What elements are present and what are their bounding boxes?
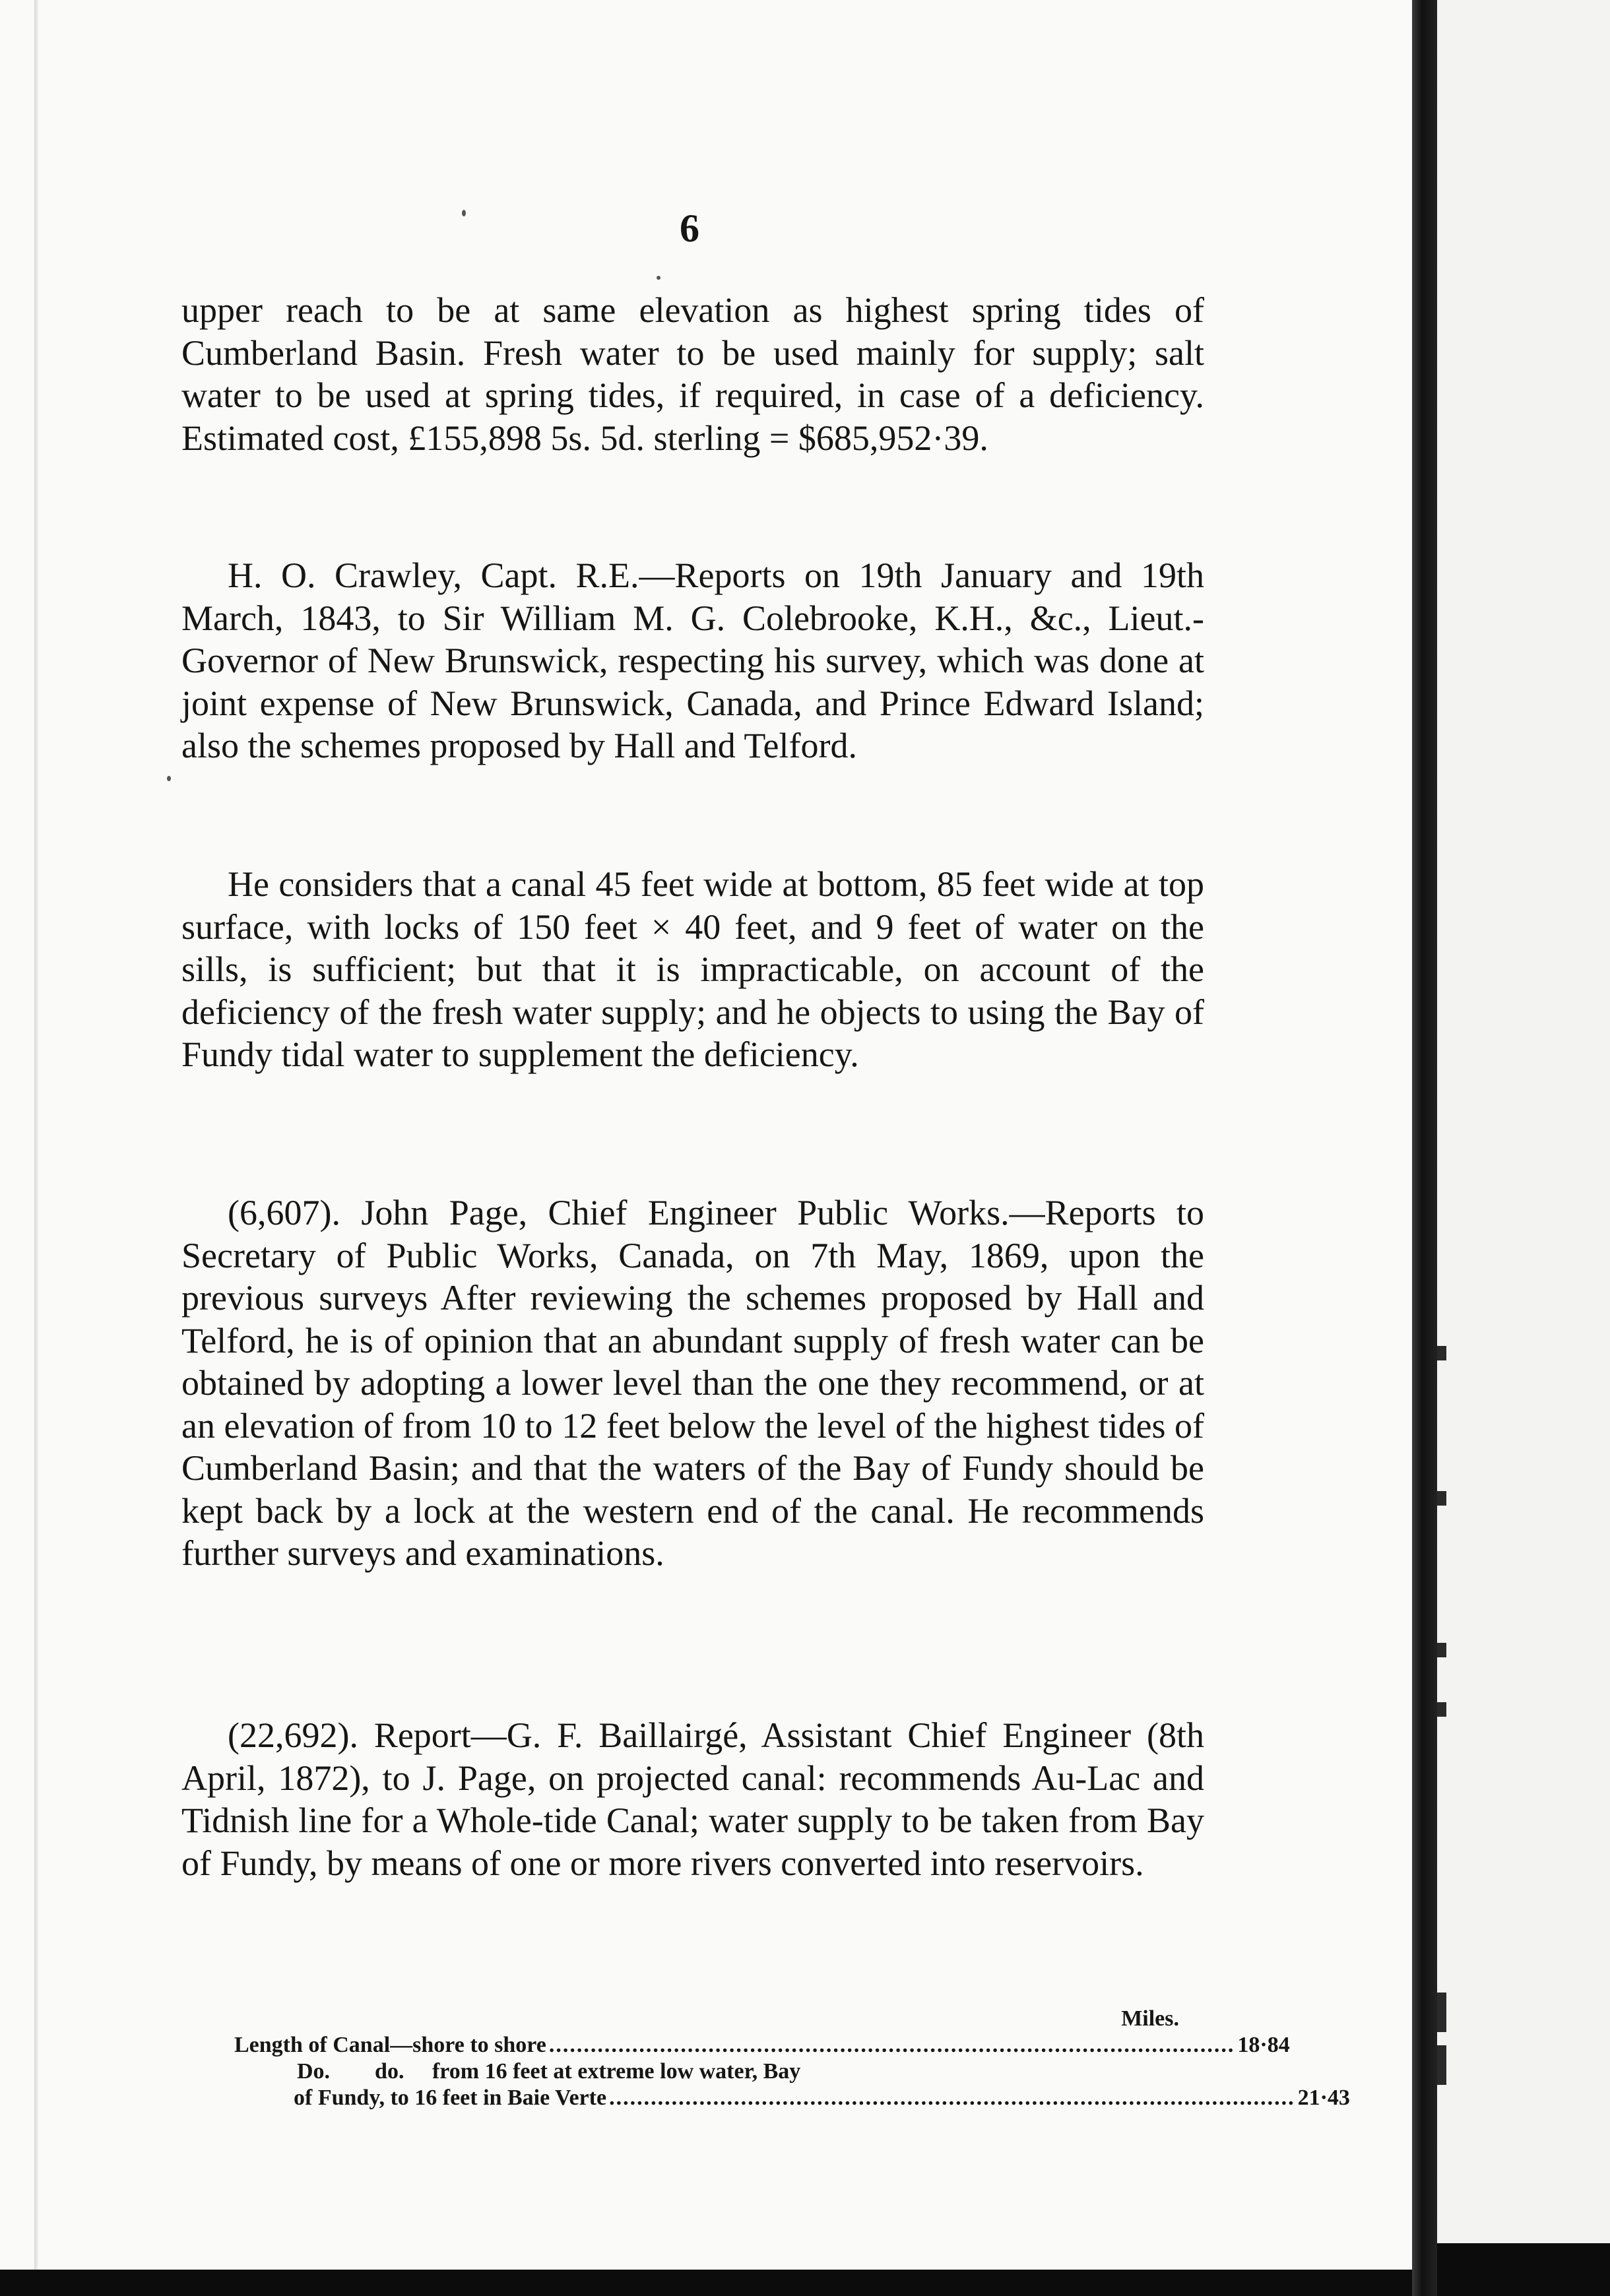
paragraph-page-report: (6,607). John Page, Chief Engineer Public Works.—Reports to Secretary of Public Works, Canada, on 7th May, 1869, upon the previous surveys After reviewing the schemes proposed by Hall and Telford, he is of opinion that an abundant supply of fresh water can be obtained by adopting a lower level than the one they recommend, or at an elevation of from 10 to 12 feet below the level of the highest tides of Cumberland Basin; and that the waters of the Bay of Fundy should be kept back by a lock at the western end of the canal. He recommends further surveys and examinations. bbox=[181, 1193, 1204, 1573]
page-mark bbox=[1437, 1491, 1446, 1506]
unit-header: Miles. bbox=[1121, 2006, 1179, 2031]
page-mark bbox=[1437, 1643, 1446, 1657]
paragraph-canal-dimensions: He considers that a canal 45 feet wide at bottom, 85 feet wide at top surface, with locks of 150 feet × 40 feet, and 9 feet of water on the sills, is sufficient; but that it is impracticable, on account of the deficiency of the fresh water supply; and he objects to using the Bay of Fundy tidal water to supplement the deficiency. bbox=[181, 864, 1204, 1074]
table-row bbox=[234, 2058, 1184, 2085]
row-label: Length of Canal—shore to shore bbox=[234, 2033, 546, 2057]
paragraph-cost-estimate: upper reach to be at same elevation as highest spring tides of Cumberland Basin. Fresh water to be used mainly for supply; salt water to be used at spring tides, if required, in case of a deficiency. Estimated cost, £155,898 5s. 5d. sterling = $685,952·39. bbox=[181, 290, 1204, 458]
page-number: 6 bbox=[680, 207, 699, 250]
print-speck bbox=[462, 210, 466, 216]
print-speck bbox=[167, 776, 171, 781]
dot-leader: ................................................................................................... bbox=[548, 2033, 1235, 2057]
row-label: Do. do. from 16 feet at extreme low water, Bay bbox=[297, 2059, 801, 2084]
page-mark bbox=[1437, 1993, 1446, 2032]
print-speck bbox=[657, 276, 660, 280]
page-mark bbox=[1437, 1346, 1446, 1360]
table-row bbox=[234, 2085, 1350, 2111]
page-edge bbox=[34, 0, 38, 2270]
paragraph-crawley-reports: H. O. Crawley, Capt. R.E.—Reports on 19th January and 19th March, 1843, to Sir William M. G. Colebrooke, K.H., &c., Lieut.-Governor of New Brunswick, respecting his survey, which was done at joint expense of New Brunswick, Canada, and Prince Edward Island; also the schemes proposed by Hall and Telford. bbox=[181, 556, 1204, 765]
canal-length-table bbox=[234, 2006, 1350, 2111]
dot-leader: ................................................................................................... bbox=[609, 2086, 1295, 2110]
row-value: 21·43 bbox=[1297, 2086, 1350, 2110]
facing-page-edge bbox=[1437, 0, 1610, 2243]
page-mark bbox=[1437, 1702, 1446, 1717]
row-value: 18·84 bbox=[1237, 2033, 1290, 2057]
page-mark bbox=[1437, 2045, 1446, 2085]
paragraph-baillairge-report: (22,692). Report—G. F. Baillairgé, Assistant Chief Engineer (8th April, 1872), to J. Page, on projected canal: recommends Au-Lac and Tidnish line for a Whole-tide Canal; water supply to be taken from Bay of Fundy, by means of one or more rivers converted into reservoirs. bbox=[181, 1715, 1204, 1883]
row-label-continued: of Fundy, to 16 feet in Baie Verte bbox=[294, 2086, 607, 2110]
table-row bbox=[234, 2032, 1290, 2058]
book-spine bbox=[1412, 0, 1437, 2296]
